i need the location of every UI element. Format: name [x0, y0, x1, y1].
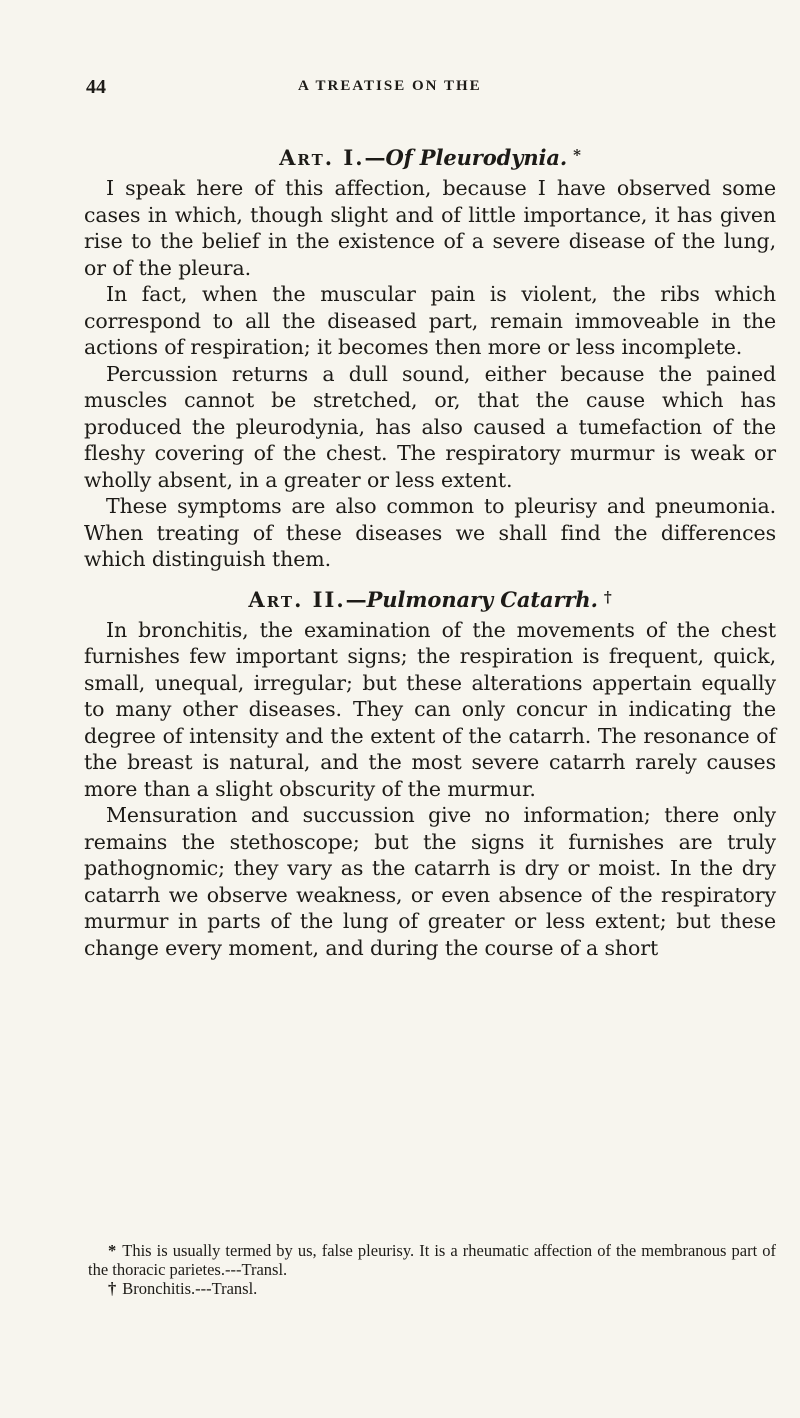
running-title: A TREATISE ON THE	[298, 78, 482, 94]
footnote	[88, 1241, 776, 1279]
paragraph: These symptoms are also common to pleurisy and pneumonia. When treating of these diseases we shall find the differences which distinguish them.	[84, 494, 776, 571]
footnote-mark: *	[108, 1241, 117, 1260]
footnote-text: This is usually termed by us, false pleurisy. It is a rheumatic affection of the membranous part of the thoracic parietes.---Transl.	[88, 1241, 776, 1279]
paragraph: Mensuration and succussion give no information; there only remains the stethoscope; but the signs it furnishes are truly pathognomic; they vary as the catarrh is dry or moist. In the dry catarrh we observe weakness, or even absence of the respiratory murmur in parts of the lung of greater or less extent; but these change every moment, and during the course of a short	[84, 803, 776, 960]
page-number: 44	[86, 76, 106, 98]
paragraph: In bronchitis, the examination of the movements of the chest furnishes few important signs; the respiration is frequent, quick, small, unequal, irregular; but these alterations appertain equally to many other diseases. They can only concur in indicating the degree of intensity and the extent of the catarrh. The resonance of the breast is natural, and the most severe catarrh rarely causes more than a slight obscurity of the murmur.	[84, 617, 776, 801]
paragraph: Percussion returns a dull sound, either because the pained muscles cannot be stretched, or, that the cause which has produced the pleurodynia, has also caused a tumefaction of the fleshy covering of the chest. The respiratory murmur is weak or wholly absent, in a greater or less extent.	[84, 361, 776, 492]
article-heading-1: Art. I.—Of Pleurodynia. *	[279, 145, 581, 170]
footnote-reference: †	[603, 587, 612, 606]
footnote-mark: †	[108, 1279, 117, 1298]
footnote-reference: *	[573, 146, 581, 164]
article-label: Art. I.	[279, 145, 365, 170]
article-title: Of Pleurodynia.	[385, 145, 568, 170]
paragraph: I speak here of this affection, because I have observed some cases in which, though slight and of little importance, it has given rise to the belief in the existence of a severe disease of the lung, or of the pleura.	[84, 176, 776, 280]
footnote-text: Bronchitis.---Transl.	[122, 1279, 258, 1298]
article-title: Pulmonary Catarrh.	[366, 586, 598, 612]
footnote	[88, 1279, 776, 1298]
article-heading-2: Art. II.—Pulmonary Catarrh. †	[248, 586, 612, 612]
running-head	[86, 76, 766, 102]
paragraph: In fact, when the muscular pain is violent, the ribs which correspond to all the diseased part, remain immoveable in the actions of respiration; it becomes then more or less incomplete.	[84, 282, 776, 359]
footnotes	[88, 1241, 776, 1298]
article-label: Art. II.	[248, 586, 346, 612]
body-text	[84, 143, 776, 961]
